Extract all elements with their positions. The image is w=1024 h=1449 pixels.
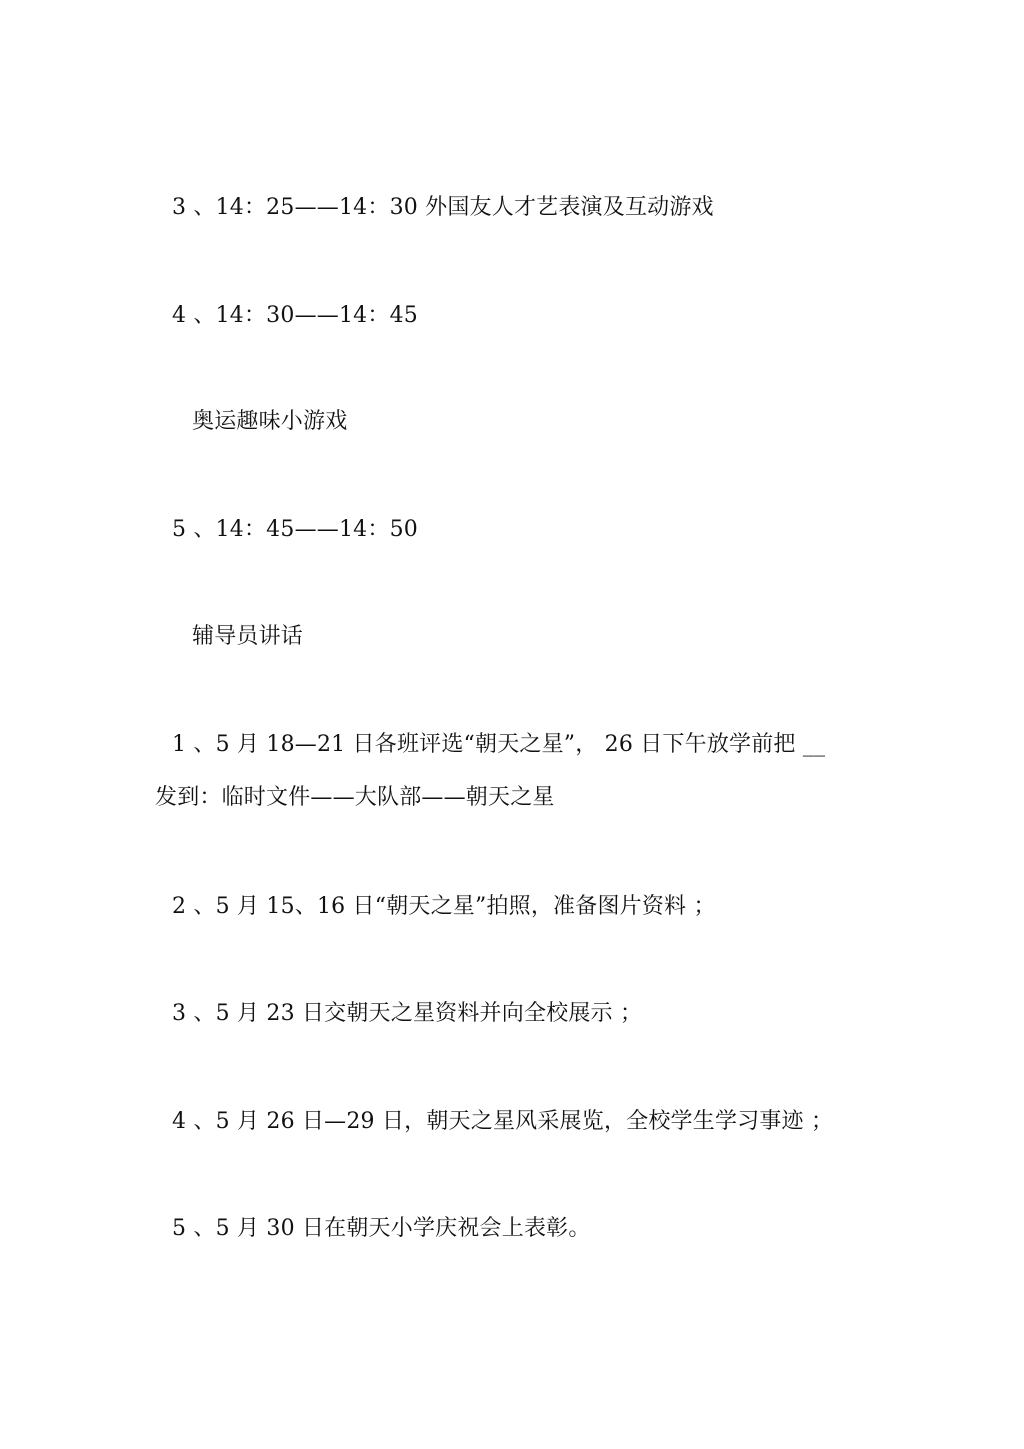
task-item-1-continued: 发到：临时文件——大队部——朝天之星 — [155, 785, 555, 810]
task-item-1: 1 、5 月 18—21 日各班评选“朝天之星”， 26 日下午放学前把 __ — [172, 732, 826, 757]
schedule-item-5: 5 、14：45——14：50 — [172, 517, 418, 542]
task-item-4: 4 、5 月 26 日—29 日，朝天之星风采展览，全校学生学习事迹 ； — [172, 1109, 834, 1134]
schedule-item-5-activity: 辅导员讲话 — [192, 624, 304, 649]
schedule-item-4-activity: 奥运趣味小游戏 — [192, 409, 348, 434]
task-item-3: 3 、5 月 23 日交朝天之星资料并向全校展示 ； — [172, 1001, 643, 1026]
schedule-item-3: 3 、14：25——14：30 外国友人才艺表演及互动游戏 — [172, 195, 714, 220]
schedule-item-4: 4 、14：30——14：45 — [172, 303, 418, 328]
task-item-2: 2 、5 月 15、16 日“朝天之星”拍照，准备图片资料 ； — [172, 894, 716, 919]
task-item-5: 5 、5 月 30 日在朝天小学庆祝会上表彰。 — [172, 1216, 591, 1241]
